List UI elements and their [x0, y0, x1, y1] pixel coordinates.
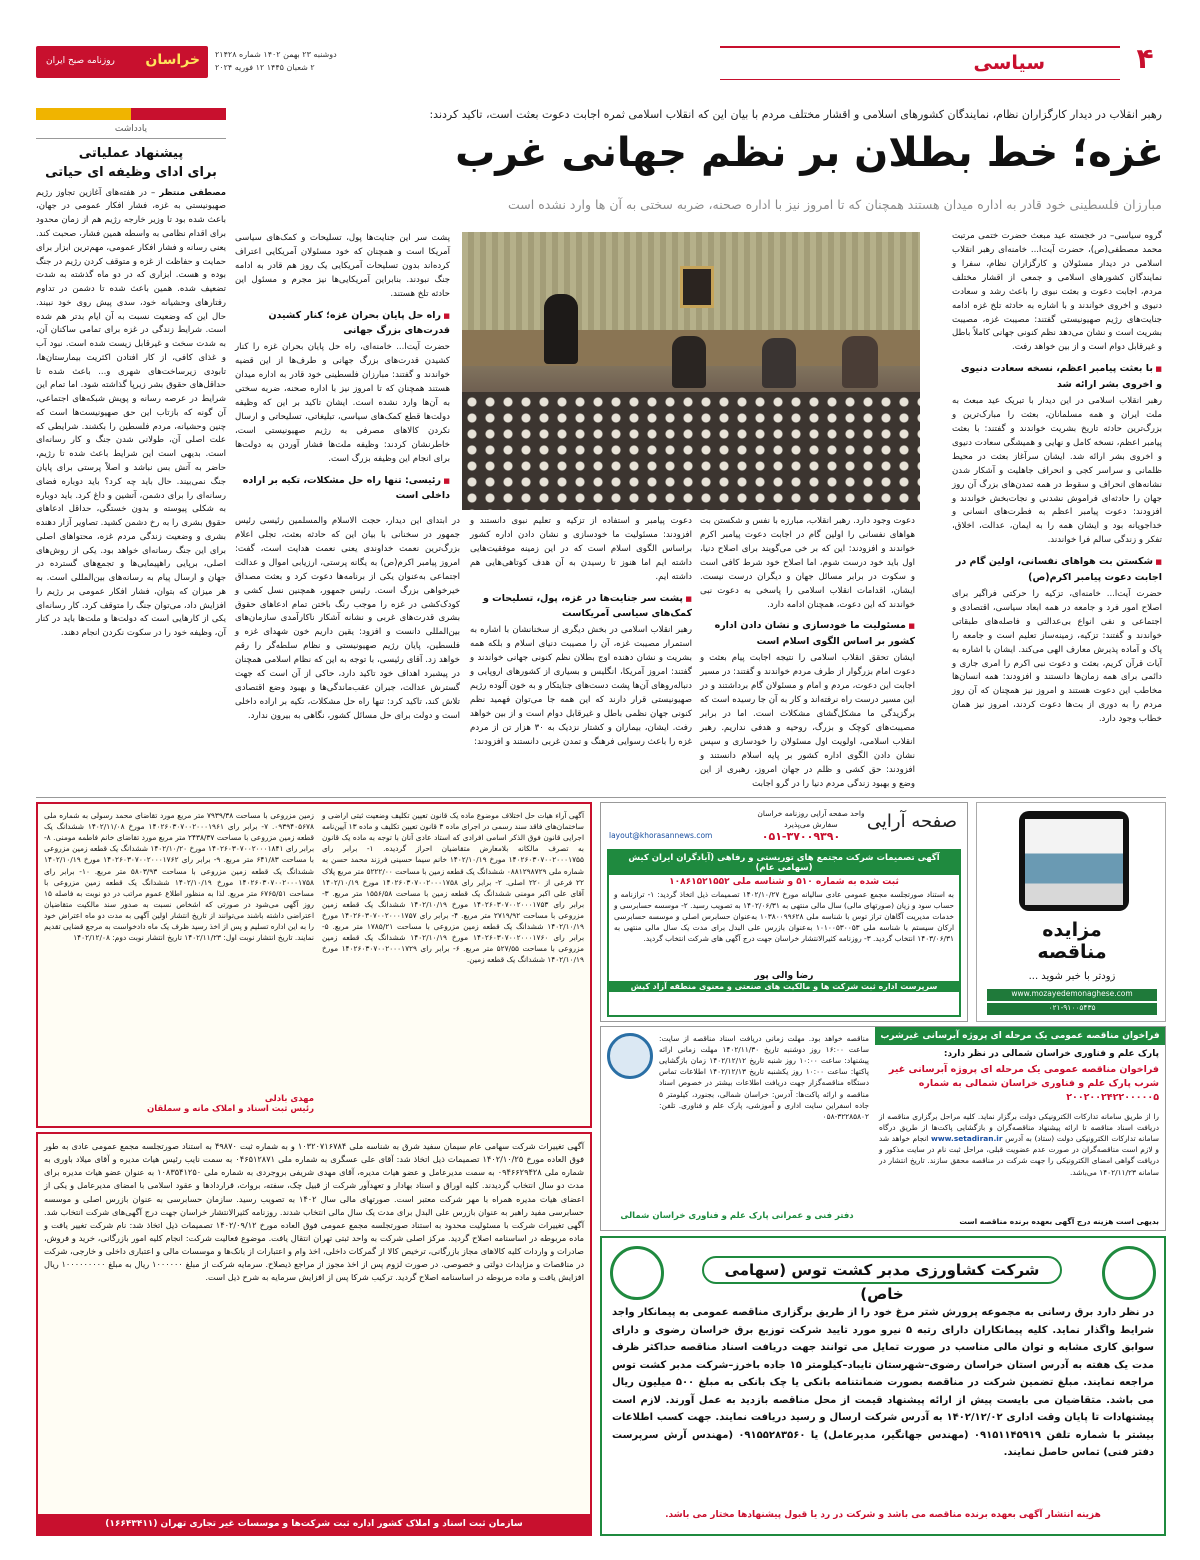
article-paragraph: گروه سیاسی– در خجسته عید مبعث حضرت ختمی مرتبت محمد مصطفی(ص)، حضرت آیت‌ا... خامنه‌ای رهبر انقلاب اسلامی در دیدار مسئولان و کارگزاران نظام، سفرا و نمایندگان کشورهای اسلامی و جمعی از اقشار مختلف مردم، اجابت دعوت و بعثت نبوی را باعث رشد و سعادت دنیوی و اخروی خواندند و با اشاره به حادثه تلخ غزه ادامه جنایت‌های رژیم صهیونیستی گفتند: مصیبت غزه، مصیبت بشریت است و نشان می‌دهد نظم کنونی جهانی کاملاً باطل و غیرقابل دوام است و از بین خواهد رفت. — [952, 231, 1162, 353]
note-author: مصطفی منتظر — [159, 187, 226, 198]
ad-registry-2 — [36, 1132, 592, 1536]
mozayede-phone[interactable]: ۰۲۱-۹۱۰۰۵۴۳۵ — [987, 1003, 1157, 1015]
seated-figure — [842, 336, 878, 388]
kt-footer: هزینه انتشار آگهی بعهده برنده مناقصه می باشد و شرکت در رد یا قبول پیشنهادها مختار می باشد. — [665, 1510, 1101, 1520]
issue-date-line2: ۲ شعبان ۱۴۴۵ ۱۲ فوریه ۲۰۲۴ — [215, 63, 315, 72]
article-paragraph: حضرت آیت‌ا... خامنه‌ای، راه حل پایان بحران غزه را کنار کشیدن قدرت‌های بزرگ جهانی و طرف‌ها از این قضیه خواندند و گفتند: مبارزان فلسطینی خود قادر به اداره میدان هستند همچنان که تا امروز نیز با اداره صحنه، ضربه سختی به آن‌ها وارد نشده است. ایشان تاکید بر این که وظیفه دولت‌ها قطع کمک‌های سیاسی، تبلیغاتی، تسلیحاتی و ارسال نکردن کالاهای مصرفی به رژیم صهیونیستی است، خاطرنشان کردند: وظیفه ملت‌ها فشار آوردن به دولت‌ها برای انجام این وظیفه بزرگ است. — [235, 342, 450, 464]
ad-layout-service — [600, 802, 968, 1022]
brand-name: خراسان — [145, 52, 200, 68]
audience — [462, 392, 920, 510]
article-subhead: ■ راه حل پایان بحران غزه؛ کنار کشیدن قدرت‌های بزرگ جهانی — [235, 308, 450, 339]
mozayede-logo — [997, 919, 1147, 967]
kt-logo-left — [610, 1246, 664, 1300]
article-column-5 — [235, 515, 460, 790]
registry1-sign — [44, 1094, 314, 1114]
ad-kesht-toos — [600, 1236, 1166, 1536]
issue-date — [215, 48, 375, 78]
seated-figure — [672, 336, 706, 388]
article-subhead: ■ مسئولیت ما خودسازی و نشان دادن اداره کشور بر اساس الگوی اسلام است — [700, 618, 915, 649]
tender-emblem — [607, 1033, 653, 1079]
layout-phone[interactable]: ۰۵۱-۳۷۰۰۹۳۹۰ — [761, 830, 841, 843]
mozayede-slogan: زودتر با خبر شوید ... — [1028, 971, 1116, 982]
registry1-col-b: زمین مزروعی با مساحت ۷۹۳۹/۳۸ متر مربع مورد تقاضای محمد رسولی به شماره ملی ۰۹۳۹۴۰۵۶۷۸. ۷- برابر رای ۱۴۰۲۶۰۳۰۷۰۰۲۰۰۰۱۹۶۱ مورخ ۱۴۰۲/۱۱/۰۸ ششدانگ یک قطعه زمین مزروعی با مساحت ۲۴۳۸/۳۷ متر مربع مورد تقاضای خانم فاطمه مومنی. ۸- برابر رای ۱۴۰۲۶۰۳۰۷۰۰۲۰۰۰۱۸۴۱ مورخ ۱۴۰۲/۱۰/۲۰ ششدانگ یک قطعه زمین مزروعی با مساحت ۶۴۱/۸۳ متر مربع. ۹- برابر رای ۱۴۰۲۶۰۳۰۷۰۰۲۰۰۰۱۷۶۲ مورخ ۱۴۰۲/۱۰/۱۹ ششدانگ یک قطعه زمین مزروعی با مساحت ۵۸۰۳/۹۳ متر مربع. ۱۰- برابر رای ۱۴۰۲۶۰۳۰۷۰۰۲۰۰۰۱۷۵۸ مورخ ۱۴۰۲/۱۰/۱۹ ششدانگ یک قطعه زمین مزروعی با مساحت ۶۷۶۵/۵۱ متر مربع. لذا به منظور اطلاع عموم مراتب در دو نوبت به فاصله ۱۵ روز آگهی می‌شود در صورتی که اشخاص نسبت به صدور سند مالکیت متقاضیان اعتراضی داشته باشند می‌توانند از تاریخ انتشار اولین آگهی به مدت دو ماه اعتراض خود را به این اداره تسلیم و پس از اخذ رسید ظرف یک ماه دادخواست به مرجع قضایی تقدیم نمایند. تاریخ انتشار نوبت اول: ۱۴۰۲/۱۱/۲۳ تاریخ انتشار نوبت دوم: ۱۴۰۲/۱۲/۰۸ — [44, 811, 315, 943]
note-title-line1: پیشنهاد عملیاتی — [78, 146, 184, 161]
seated-figure — [762, 338, 796, 388]
article-paragraph: در ابتدای این دیدار، حجت الاسلام والمسلمین رئیسی رئیس جمهور در سخنانی با بیان این که حادثه بعثت، تجلی اعلام بزرگ‌ترین نعمت خداوندی یعنی نعمت هدایت است، گفت: امروز پیامبر اکرم(ص) به یگانه پرستی، ارزیابی اموال و عدالت اجتماعی به‌عنوان یکی از برنامه‌ها دعوت کرد و بعثت مصداق خیرخواهی بزرگ است. رئیس جمهور، همچنین نسل کشی و کودک‌کشی در غزه را موجب رنگ باختن تمام ادعاهای حقوق بشری قدرت‌های غربی و نشانه آشکار ناکارآمدی سازمان‌های بین‌المللی دانست و افزود: یقین داریم خون شهدای غزه و فلسطین، پایان رژیم صهیونیستی و نظام سلطه‌گر را رقم خواهد زد. آقای رئیسی، با توجه به این که نظام اسلامی همچنان در پیشبرد اهداف خود تاکید دارد، حاکی از آن است که جهت گسترش عدالت، جبران عقب‌ماندگی‌ها و بهبود وضع اقتصادی تلاش کند، تاکید کرد: تنها راه حل مشکلات، تکیه بر اراده داخلی است و دولت برای حل مسائل کشور، نگاهی به بیرون ندارد. — [235, 516, 460, 721]
layout-sub — [741, 809, 881, 830]
tender-sign: دفتر فنی و عمرانی پارک علم و فناوری خراسان شمالی — [620, 1211, 854, 1221]
layout-sub-line1: واحد صفحه آرایی روزنامه خراسان — [757, 809, 865, 818]
ad-mozayede — [976, 802, 1166, 1022]
notice-sign1: رضا والی پور — [754, 971, 814, 981]
layout-title: صفحه آرایی — [866, 811, 957, 832]
tender-right-text: مناقصه خواهد بود. مهلت زمانی دریافت اسناد مناقصه از سایت: ساعت ۱۶:۰۰ روز دوشنبه تاریخ ۱۴۰۲/۱۱/۳۰ مهلت زمانی ارائه پیشنهاد: ساعت ۱۰:۰۰ روز شنبه تاریخ ۱۴۰۲/۱۲/۱۲ زمان بازگشایی پاکتها: ساعت ۱۰:۰۰ روز یکشنبه تاریخ ۱۴۰۲/۱۲/۱۳ اطلاعات تماس دستگاه مناقصه‌گزار جهت دریافت اطلاعات بیشتر در خصوص اسناد مناقصه و ارائه پاکت‌ها: آدرس: خراسان شمالی، بجنورد، کیلومتر ۵ جاده اسفراین سایت اداری و آموزشی، پارک علم و فناوری. تلفن: ۳۲۲۸۵۸۰۲-۰۵۸ — [659, 1034, 869, 1121]
ad-tender — [600, 1026, 1166, 1231]
tender-body-text-2: انجام خواهد شد و لازم است مناقصه‌گران در صورت عدم عضویت قبلی، مراحل ثبت نام در سایت مذکور و دریافت گواهی امضای الکترونیکی را جهت شرکت در مناقصه محقق سازند. تاریخ انتشار در سامانه ۱۴۰۲/۱۱/۲۳ می‌باشد. — [879, 1134, 1159, 1177]
article-column-3 — [700, 515, 915, 790]
mozayede-url[interactable]: www.mozayedemonaghese.com — [987, 989, 1157, 1001]
note-tag: یادداشت — [36, 120, 226, 139]
tender-url[interactable]: www.setadiran.ir — [931, 1134, 1003, 1144]
article-column-1 — [952, 230, 1162, 790]
phone-screen — [1025, 819, 1123, 905]
article-deck: مبارزان فلسطینی خود قادر به اداره میدان هستند همچنان که تا امروز نیز با اداره صحنه، ضربه سختی به آن ها وارد نشده است — [508, 197, 1162, 212]
layout-sub-line2: سفارش می‌پذیرد — [784, 819, 838, 829]
tender-footer: بدیهی است هزینه درج آگهی بعهده برنده مناقصه است — [959, 1217, 1159, 1226]
article-paragraph: رهبر انقلاب اسلامی در این دیدار با تبریک عید مبعث به ملت ایران و همه مسلمانان، بعثت را مبارک‌ترین و بزرگ‌ترین حادثه تاریخ بشریت خواندند و گفتند: با بعثت پیامبر اعظم، نسخه کامل و نهایی و همیشگی سعادت دنیوی و اخروی بشر ارائه شد. ایشان سرآغاز بعثت در محیط ظلمانی و سراسر کجی و انحراف جاهلیت و آشکار شدن نشانه‌های انحراف و سقوط در همه تمدن‌های بزرگ آن روز جهان را حادثه‌ای فراموش نشدنی و نجات‌بخش خواندند و افزودند: دعوت پیامبر اعظم به فطرت‌های انسانی و خدا‌جویانه بود و ایشان همه را به ایمان، عدالت، اخلاق، تفکر و زندگی سالم فرا خواندند. — [952, 396, 1162, 546]
phone-mockup — [1019, 811, 1129, 911]
tender-title: فراخوان مناقصه عمومی یک مرحله ای پروژه آبرسانی غیرشرب — [875, 1027, 1165, 1045]
logo-line1: مزایده — [1042, 919, 1102, 941]
article-column-2 — [235, 232, 450, 510]
kt-title: شرکت کشاورزی مدبر کشت توس (سهامی خاص) — [702, 1256, 1062, 1284]
kt-logo-right — [1102, 1246, 1156, 1300]
ad-registry-1 — [36, 802, 592, 1128]
article-subhead: ■ رئیسی: تنها راه حل مشکلات، تکیه بر اراده داخلی است — [235, 473, 450, 504]
section-title: سیاسی — [973, 52, 1045, 74]
article-subhead: ■ شکستن بت هوا‌های نفسانی، اولین گام در اجابت دعوت پیامبر اکرم(ص) — [952, 554, 1162, 585]
brand-logo — [36, 46, 208, 78]
notice-body: به استناد صورتجلسه مجمع عمومی عادی سالیانه مورخ ۱۴۰۲/۱۰/۲۷ تصمیمات ذیل اتخاذ گردید: ۱- ترازنامه و حساب سود و زیان (صورتهای مالی) سال مالی منتهی به ۱۴۰۲/۰۶/۳۱ به تصویب رسید. ۲- موسسه حسابرسی و خدمات مدیریت آگاهان تراز توس با شناسه ملی ۱۰۳۸۰۰۹۹۶۲۸ به‌عنوان حسابرس اصلی و موسسه حسابرسی ارکان سیستم با شناسه ملی ۱۰۱۰۰۵۳۰۰۵۳ به‌عنوان بازرس علی البدل برای مدت یک سال مالی منتهی به ۱۴۰۳/۰۶/۳۱ انتخاب گردید. ۳- روزنامه کثیرالانتشار خراسان جهت درج آگهی های شرکت انتخاب گردید. — [614, 890, 955, 944]
portrait-frame — [680, 266, 714, 308]
tender-body-text: را از طریق سامانه تدارکات الکترونیکی دولت برگزار نماید. کلیه مراحل برگزاری مناقصه از دریافت اسناد مناقصه تا ارائه پیشنهاد مناقصه‌گران و بازگشایی پاکت‌ها از طریق درگاه سامانه تدارکات الکترونیکی دولت (ستاد) به آدرس — [879, 1112, 1159, 1144]
sidebar-note — [36, 108, 226, 793]
article-kicker: رهبر انقلاب در دیدار کارگزاران نظام، نمایندگان کشورهای اسلامی و اقشار مختلف مردم با بیان این که انقلاب اسلامی ثمره اجابت دعوت بعثت است، تاکید کردند: — [429, 108, 1162, 121]
tender-org: پارک علم و فناوری خراسان شمالی در نظر دارد: — [943, 1049, 1159, 1059]
article-subhead: ■ با بعثت پیامبر اعظم، نسخه سعادت دنیوی و اخروی بشر ارائه شد — [952, 361, 1162, 392]
article-headline: غزه؛ خط بطلان بر نظم جهانی غرب — [455, 130, 1164, 176]
note-text: – در هفته‌های آغازین تجاوز رژیم صهیونیستی به غزه، فشار افکار عمومی در جهان، باعث شده بود تا وزیر خارجه رژیم هم از زمان محدود برای اقدام نظامی به واسطه همین فشار، صحبت کند. یعنی رسانه و فشار افکار عمومی، مهم‌ترین ابزار برای حمایت و حفاظت از غزه و متوقف کردن رژیم در جنگ بوده و هست. ابزاری که در دو ماه گذشته به شدت تضعیف شده. همین باعث شده تا دشمن در تداوم رفتارهای وحشیانه خود، سدی پیش روی خود نبیند. حال این که وضعیت نسبت به آن ایام بدتر هم شده است. شرایط زندگی در غزه برای تمامی ساکنان آن، به شدت سخت و غیرقابل زیست شده است. نبود آب و غذای کافی، از کار افتادن اکثریت بیمارستان‌ها، تابودی زیرساخت‌های شهری و... باعث شده تا حداقل‌های حقوق بشر زیرپا گذاشته شود. اما تمام این شرایط در عرصه رسانه و پویش شبکه‌های اجتماعی، آن گونه که بازتاب این حق صهیونیست‌ها است که چنین وحشیانه، مردم فلسطین را بکشند. شرایطی که علت اصلی آن، طولانی شدن جنگ و کار رسانه‌ای است. بدیهی است این شرایط باعث شده تا رژیم، حاضر به آتش بس نباشد و اصلاً پرستی برای پایان جنگ نمی‌بیند. حال باید چه کرد؟ باید دوباره فضای رسانه‌ای را برای دشمن، آتشین و داغ کرد. باید دوباره به شکلی پیوسته و بدون خستگی، حداقل ادعاهای حقوق بشری را به رخ دشمن کشید. تصاویر آزار دهنده بشری و وضعیت زندگی مردم غزه، محتواهای اصلی برای این جنگ رسانه‌ای خواهد بود. یکی از روش‌های اصلی، برپایی راهپیمایی‌ها و تجمع‌های گسترده در جهان و ارسال پیام به رسانه‌های بین‌المللی است. به هر میزان که بتوان، فشار افکار عمومی بر رژیم را افزایش داد، می‌توان جنگ را متوقف کرد. کار رسانه‌ای یکی از کارهایی است که دولت‌ها و ملت‌ها باید در کنار آن، وظیفه خود را در سکوت نکردن انجام دهند. — [36, 187, 226, 639]
brand-slogan: روزنامه صبح ایران — [46, 56, 115, 66]
tender-red-text: فراخوان مناقصه عمومی یک مرحله ای پروژه آبرسانی غیر شرب پارک علم و فناوری خراسان شمالی به شماره ۲۰۰۲۰۰۲۴۲۲۰۰۰۰۰۵ — [888, 1064, 1159, 1103]
section-tab — [720, 46, 1120, 80]
notice-id: ثبت شده به شماره ۵۱۰ و شناسه ملی ۱۰۸۶۱۵۲۱۵۵۲ — [669, 877, 899, 887]
notice-title: آگهی تصمیمات شرکت مجتمع های توریستی و رفاهی (آبادگران ایران کیش (سهامی عام) — [609, 851, 959, 875]
article-paragraph: دعوت پیامبر و استفاده از تزکیه و تعلیم نبوی دانستند و افزودند: مسئولیت ما خودسازی و نشان دادن اداره کشور براساس الگوی اسلام است که در این زمینه موفقیت‌هایی داشته ایم اما هنوز تا رسیدن به آن هدف کوتاهی‌هایی هم داشته ایم. — [470, 516, 692, 582]
note-top-bar — [36, 108, 226, 120]
kt-body: در نظر دارد برق رسانی به مجموعه پرورش شتر مرغ خود را از طریق برگزاری مناقصه عمومی به پیمانکار واجد شرایط واگذار نماید. کلیه پیمانکاران دارای رتبه ۵ نیرو مورد تایید شرکت توزیع برق خراسان رضوی و دارای سوابق کاری مشابه و توان مالی مناسب در صورت تمایل می توانند جهت دریافت اسناد مناقصه حداکثر ظرف مدت یک هفته به آدرس استان خراسان رضوی–شهرستان تایباد–کیلومتر ۱۵ جاده باخرز–شرکت مدبر کشت توس مراجعه نمایند. مبلغ تضمین شرکت در مناقصه بصورت ضمانتنامه بانکی یا چک بانکی به مبلغ ۵۰۰ میلیون ریال می باشد. متقاضیان می بایست پیش از ارائه پیشنهاد قیمت از محل مناقصه بازدید به عمل آورند. لازم است پیشنهادات تا پایان وقت اداری ۱۴۰۲/۱۲/۰۲ به آدرس شرکت ارسال و رسید دریافت نمایند. جهت کسب اطلاعات بیشتر با شماره تلفن ۰۹۱۵۱۱۴۵۹۱۹ (مهندس جهانگیر، مدیرعامل) یا ۰۹۱۵۵۲۸۳۵۶۰ (مهندس آرش سرپرست دفتر فنی) تماس حاصل نمایند. — [612, 1307, 1155, 1458]
article-paragraph: ایشان تحقق انقلاب اسلامی را نتیجه اجابت پیام بعثت و دعوت امام بزرگوار از طرف مردم خواندند و گفتند: در مسیر اجابت این دعوت، مردم و امام و مسئولان گام برداشتند و در این مسیر درست راه نرفته‌اند و کار به آن جا رسیده است که برگزیدگی ما مشکل‌گشای مشکلات است. اما در برابر مصیبت‌های کوچک و بزرگ، روحیه و هدفی نداریم. رهبر انقلاب اسلامی، اولویت اول مسئولان را خودسازی و سپس نشان دادن الگوی اداره کشور بر پایه اسلام دانستند و افزودند: حق کشی و ظلم در جهان امروز، رهبری از این وضع و بهبود زندگی مردم دنیا را در گرو اجابت — [700, 653, 915, 789]
article-paragraph: حضرت آیت‌ا... خامنه‌ای، تزکیه را حرکتی فراگیر برای اصلاح امور فرد و جامعه در همه ابعاد سیاسی، اقتصادی و اجتماعی و نفی انواع بی‌عدالتی و فاصله‌های طبقاتی خواندند و گفتند: تزکیه، زمینه‌ساز تعلیم است و جامعه را پاک و آماده پذیرش معارف الهی می‌کند. ایشان با اشاره به آیات قرآن کریم، بعثت و دعوت نبی اکرم را امری جاری و دائمی برای همه زمان‌ها دانستند و افزودند: همه انسان‌ها مخاطب این دعوت هستند و امروز نیز همچنان که آن روز مردم را به دوری از بت‌ها دعوت کردند، امروز نیز همان خطاب وجود دارد. — [952, 588, 1162, 725]
registry1-sign1: مهدی بادلی — [264, 1094, 314, 1104]
section-divider — [36, 797, 1166, 798]
issue-date-line1: دوشنبه ۲۳ بهمن ۱۴۰۲ شماره ۲۱۴۲۸ — [215, 50, 337, 59]
notice-sign2: سرپرست اداره ثبت شرکت ها و مالکیت های صنعتی و معنوی منطقه آزاد کیش — [609, 981, 959, 992]
logo-line2: مناقصه — [1037, 941, 1107, 963]
registry2-body: آگهی تغییرات شرکت سهامی عام سیمان سفید شرق به شناسه ملی ۱۰۳۲۰۷۱۶۷۸۴ و به شماره ثبت ۴۹۸۷۰ به استناد صورتجلسه مجمع عمومی عادی به طور فوق العاده مورخ ۱۴۰۲/۱۰/۲۵ تصمیمات ذیل اتخاذ شد: آقای علی عسگری به شماره ملی ۰۴۶۵۱۲۸۷۱ به سمت نایب رئیس هیات مدیره و آقای میلاد باوری به شماره ملی ۰۹۴۶۶۲۹۴۲۸ به سمت مدیرعامل و عضو هیات مدیره، آقای مهدی شریفی بروجردی به شماره ملی ۱۰۸۳۵۴۱۲۵۰ به عنوان عضو هیات مدیره برای مدت دو سال انتخاب گردیدند. کلیه اوراق و اسناد بهادار و تعهدآور شرکت از قبیل چک، سفته، بروات، قراردادها و عقود اسلامی با امضای مدیرعامل و یکی از اعضای هیات مدیره همراه با مهر شرکت معتبر است. صورتهای مالی سال ۱۴۰۲ به تصویب رسید. سازمان حسابرسی به عنوان بازرس اصلی و موسسه حسابرسی مفید راهبر به عنوان بازرس علی البدل برای مدت یک سال مالی انتخاب شدند. روزنامه کثیرالانتشار خراسان جهت درج آگهی‌های شرکت انتخاب شد. آگهی تغییرات شرکت با مسئولیت محدود به استناد صورتجلسه مجمع عمومی فوق العاده مورخ ۱۴۰۲/۰۹/۱۲ تصمیمات ذیل اتخاذ شد: نام شرکت تغییر یافت و ماده مربوطه در اساسنامه اصلاح گردید. مرکز اصلی شرکت به واحد ثبتی تهران انتقال یافت. موضوع فعالیت شرکت: انجام کلیه امور بازرگانی، خرید و فروش، صادرات و واردات کلیه کالاهای مجاز بازرگانی، ترخیص کالا از گمرکات داخلی، اخذ وام و اعتبارات از بانک‌ها و موسسات مالی و اعتباری داخلی و خارجی، شرکت در مناقصات و مزایدات دولتی و خصوصی. در صورت لزوم پس از اخذ مجوز از مراجع ذیصلاح. سرمایه شرکت از مبلغ ۱۰۰۰۰۰۰ ریال به مبلغ ۱۰۰۰۰۰۰۰۰۰ ریال افزایش یافت و ماده مربوطه در اساسنامه اصلاح گردید. ترکیب شرکا پس از افزایش سرمایه به شرح ذیل است. — [44, 1141, 585, 1283]
page-number: ۴ — [1136, 42, 1154, 75]
article-paragraph: پشت سر این جنایت‌ها پول، تسلیحات و کمک‌های سیاسی آمریکا است و همچنان که خود مسئولان آمریکایی اعتراف کرده‌اند بدون تسلیحات آمریکایی یک روز هم قادر به ادامه جنگ نبودند. بنابراین آمریکایی‌ها نیز مجرم و مسئول این حادثه تلخ هستند. — [235, 233, 450, 299]
layout-email[interactable]: layout@khorasannews.com — [609, 831, 713, 840]
tender-body — [879, 1111, 1159, 1215]
article-subhead: ■ پشت سر جنایت‌ها در غزه، پول، تسلیحات و کمک‌های سیاسی آمریکاست — [470, 591, 692, 622]
note-title-line2: برای ادای وظیفه ای حیاتی — [45, 164, 217, 180]
page-header — [0, 0, 1200, 95]
speaker-figure — [544, 294, 578, 364]
registry1-sign2: رئیس ثبت اسناد و املاک مانه و سملقان — [146, 1104, 314, 1114]
article-column-4 — [470, 515, 692, 790]
registry2-footer: سازمان ثبت اسناد و املاک کشور اداره ثبت شرکت‌ها و موسسات غیر تجاری تهران (۱۶۶۴۳۴۱۱) — [38, 1514, 590, 1534]
article-paragraph: رهبر انقلاب اسلامی در بخش دیگری از سخنانشان با اشاره به استمرار مصیبت غزه، آن را مصیبت دنیای اسلام و بلکه همه بشریت و نشان دهنده اوج بطلان نظم کنونی جهانی خواندند و گفتند: امروز آمریکا، انگلیس و بسیاری از کشورهای اروپایی و دنباله‌روهای آن‌ها پشت دست‌های جنایتکار و به خون آلوده رژیم صهیونیستی قرار دارند که این همه جا می‌توان فهمید نظم کنونی جهان نظمی باطل و غیرقابل دوام است و از بین خواهد رفت. ایشان، بیماران و کشتار نزدیک به ۳۰ هزار تن از مردم غزه را باعث رسوایی فرهنگ و تمدن غربی دانستند و افزودند: — [470, 625, 693, 747]
lead-photo — [462, 232, 920, 510]
notice-box — [607, 849, 961, 1017]
registry1-col-a: آگهی آراء هیات حل اختلاف موضوع ماده یک قانون تعیین تکلیف وضعیت ثبتی اراضی و ساختمان‌های فاقد سند رسمی در اجرای ماده ۳ قانون تعیین تکلیف و ماده ۱۳ آیین‌نامه اجرایی قانون فوق الذکر اسامی افرادی که استاد عادی آنان با توجه به ماده یک قانون به تصرف مالکانه بلامعارض متقاضیان احراز گردیده. ۱- برابر رای ۱۴۰۲۶۰۳۰۷۰۰۲۰۰۰۱۷۵۵ مورخ ۱۴۰۲/۱۰/۱۹ خانم سیما حسینی فرزند محمد حسن به شماره ملی ۰۸۸۱۲۹۸۷۲۹ ششدانگ یک قطعه زمین با مساحت ۵۲۲۲/۰۰ متر مربع پلاک ۲۲ فرعی از ۲۲۰ اصلی. ۲- برابر رای ۱۴۰۲۶۰۳۰۷۰۰۲۰۰۰۱۷۵۸ مورخ ۱۴۰۲/۱۰/۱۹ آقای علی اکبر مومنی ششدانگ یک قطعه زمین با مساحت ۱۵۵۶/۵۸ متر مربع. ۳- برابر رای ۱۴۰۲۶۰۳۰۷۰۰۲۰۰۰۱۷۵۳ مورخ ۱۴۰۲/۱۰/۱۹ ششدانگ یک قطعه زمین مزروعی با مساحت ۲۷۱۹/۹۲ متر مربع. ۴- برابر رای ۱۴۰۲۶۰۳۰۷۰۰۲۰۰۰۱۷۵۷ مورخ ۱۴۰۲/۱۰/۱۹ ششدانگ یک قطعه زمین مزروعی با مساحت ۱۷۸۵/۲۱ متر مربع. ۵- برابر رای ۱۴۰۲۶۰۳۰۷۰۰۲۰۰۰۱۷۶۰ مورخ ۱۴۰۲/۱۰/۱۹ ششدانگ یک قطعه زمین مزروعی با مساحت ۵۲۷/۵۵ متر مربع. ۶- برابر رای ۱۴۰۲۶۰۳۰۷۰۰۲۰۰۰۱۷۲۹ مورخ ۱۴۰۲/۱۰/۱۹ ششدانگ یک قطعه زمین. — [322, 811, 585, 965]
note-body — [36, 187, 226, 641]
note-title — [36, 145, 226, 183]
article-paragraph: دعوت وجود دارد. رهبر انقلاب، مبارزه با نفس و شکستن بت هواهای نفسانی را اولین گام در اجابت دعوت پیامبر اکرم خواندند و افزودند: این که بر خی می‌گویند برای اصلاح دنیا، اول باید خود درست شوم، اما اصلاح خود شرط کافی است و سکوت در برابر مسائل جهان و دیگران درست نیست. ایشان، اقدامات انقلاب اسلامی را پاسخی به دعوت نبی خواندند که این دعوت، همچنان ادامه دارد. — [700, 516, 915, 610]
